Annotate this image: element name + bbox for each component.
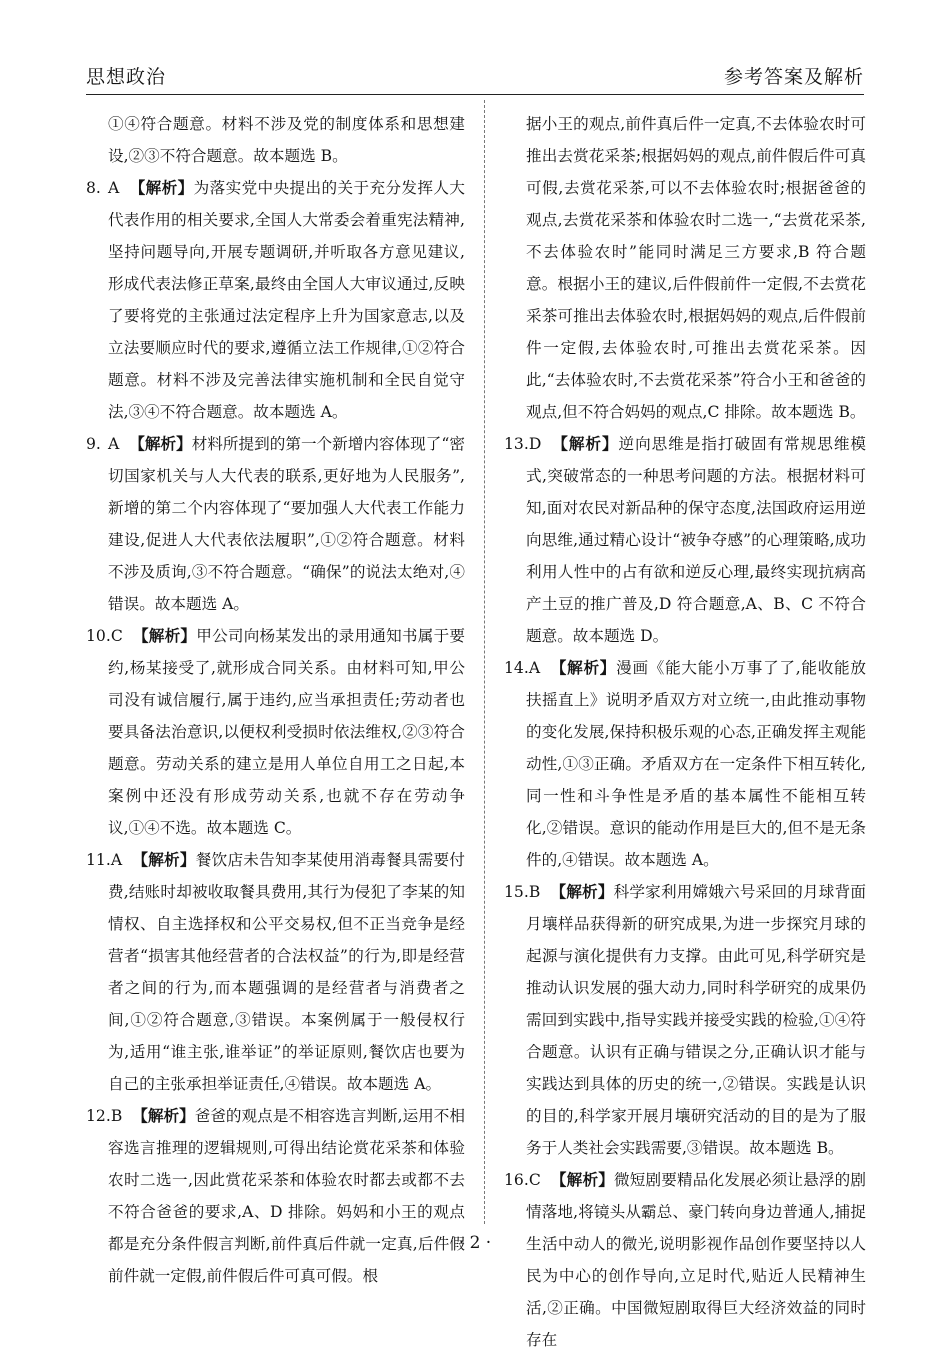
question-answer: B — [528, 883, 541, 901]
analysis-tag: 【解析】 — [550, 659, 617, 677]
page-number: · 2 · — [458, 1233, 492, 1253]
analysis-tag: 【解析】 — [132, 1107, 195, 1125]
right-column — [504, 108, 866, 1356]
question-12 — [86, 1100, 465, 1292]
question-13 — [504, 428, 866, 652]
question-answer: A — [110, 851, 123, 869]
analysis-text: 科学家利用嫦娥六号采回的月球背面月壤样品获得新的研究成果,为进一步探究月球的起源与演化提供有力支撑。由此可见,科学研究是推动认识发展的强大动力,同时科学研究的成果仍需回到实践中,指导实践并接受实践的检验,①④符合题意。认识有正确与错误之分,正确认识才能与实践达到具体的历史的统一,②错误。实践是认识的目的,科学家开展月壤研究活动的目的是为了服务于人类社会实践需要,③错误。故本题选 B。 — [526, 883, 866, 1157]
analysis-tag: 【解析】 — [551, 435, 619, 453]
question-answer: C — [528, 1171, 541, 1189]
question-number: 9. — [86, 435, 101, 453]
header-section-title: 参考答案及解析 — [723, 66, 864, 88]
analysis-text: 爸爸的观点是不相容选言判断,运用不相容选言推理的逻辑规则,可得出结论赏花采茶和体验农时二选一,因此赏花采茶和体验农时都去或都不去不符合爸爸的要求,A、D 排除。妈妈和小王的观点都是充分条件假言判断,前件真后件就一定真,后件假前件就一定假,前件假后件可真可假。根 — [108, 1107, 465, 1285]
question-14 — [504, 652, 866, 876]
question-8 — [86, 172, 465, 428]
question-answer: A — [108, 179, 120, 197]
question-11 — [86, 844, 465, 1100]
question-number: 13. — [504, 435, 529, 453]
question-answer: B — [110, 1107, 123, 1125]
analysis-text: 材料所提到的第一个新增内容体现了“密切国家机关与人大代表的联系,更好地为人民服务”,新增的第二个内容体现了“要加强人大代表工作能力建设,促进人大代表依法履职”,①②符合题意。材料不涉及质询,③不符合题意。“确保”的说法太绝对,④错误。故本题选 A。 — [108, 435, 465, 613]
analysis-text: 漫画《能大能小万事了了,能收能放扶摇直上》说明矛盾双方对立统一,由此推动事物的变化发展,保持积极乐观的心态,正确发挥主观能动性,①③正确。矛盾双方在一定条件下相互转化,同一性和斗争性是矛盾的基本属性不能相互转化,②错误。意识的能动作用是巨大的,但不是无条件的,④错误。故本题选 A。 — [526, 659, 866, 869]
question-answer: C — [110, 627, 123, 645]
question-10 — [86, 620, 465, 844]
question-15 — [504, 876, 866, 1164]
header-rule — [86, 94, 864, 95]
analysis-tag: 【解析】 — [132, 627, 197, 645]
question-number: 8. — [86, 179, 101, 197]
analysis-text: 餐饮店未告知李某使用消毒餐具需要付费,结账时却被收取餐具费用,其行为侵犯了李某的知情权、自主选择权和公平交易权,但不正当竞争是经营者“损害其他经营者的合法权益”的行为,即是经营者之间的行为,而本题强调的是经营者与消费者之间,①②符合题意,③错误。本案例属于一般侵权行为,适用“谁主张,谁举证”的举证原则,餐饮店也要为自己的主张承担举证责任,④错误。故本题选 A。 — [108, 851, 465, 1093]
analysis-text: 甲公司向杨某发出的录用通知书属于要约,杨某接受了,就形成合同关系。由材料可知,甲公司没有诚信履行,属于违约,应当承担责任;劳动者也要具备法治意识,以便权利受损时依法维权,②③符合题意。劳动关系的建立是用人单位自用工之日起,本案例中还没有形成劳动关系,也就不存在劳动争议,①④不选。故本题选 C。 — [108, 627, 465, 837]
question-number: 16. — [504, 1171, 529, 1189]
analysis-text: 逆向思维是指打破固有常规思维模式,突破常态的一种思考问题的方法。根据材料可知,面对农民对新品种的保守态度,法国政府运用逆向思维,通过精心设计“被争夺感”的心理策略,成功利用人性中的占有欲和逆反心理,最终实现抗病高产土豆的推广普及,D 符合题意,A、B、C 不符合题意。故本题选 D。 — [526, 435, 866, 645]
question-9 — [86, 428, 465, 620]
question-answer: A — [108, 435, 120, 453]
question-16 — [504, 1164, 866, 1356]
analysis-text: 为落实党中央提出的关于充分发挥人大代表作用的相关要求,全国人大常委会着重宪法精神,坚持问题导向,开展专题调研,并听取各方意见建议,形成代表法修正草案,最终由全国人大审议通过,反映了要将党的主张通过法定程序上升为国家意志,以及立法要顺应时代的要求,遵循立法工作规律,①②符合题意。材料不涉及完善法律实施机制和全民自觉守法,③④不符合题意。故本题选 A。 — [108, 179, 465, 421]
left-column — [86, 108, 465, 1292]
question-number: 10. — [86, 627, 111, 645]
analysis-tag: 【解析】 — [129, 435, 192, 453]
question-answer: A — [528, 659, 541, 677]
analysis-tag: 【解析】 — [129, 179, 194, 197]
analysis-tag: 【解析】 — [132, 851, 196, 869]
left-column-continuation: ①④符合题意。材料不涉及党的制度体系和思想建设,②③不符合题意。故本题选 B。 — [108, 115, 465, 165]
column-divider — [484, 100, 485, 1224]
right-column-continuation: 据小王的观点,前件真后件一定真,不去体验农时可推出去赏花采茶;根据妈妈的观点,前件假后件可真可假,去赏花采茶,可以不去体验农时;根据爸爸的观点,去赏花采茶和体验农时二选一,“去赏花采茶,不去体验农时”能同时满足三方要求,B 符合题意。根据小王的建议,后件假前件一定假,不去赏花采茶可推出去体验农时,根据妈妈的观点,后件假前件一定假,去体验农时,可推出去赏花采茶。因此,“去体验农时,不去赏花采茶”符合小王和爸爸的观点,但不符合妈妈的观点,C 排除。故本题选 B。 — [526, 115, 866, 421]
question-answer: D — [528, 435, 542, 453]
header-subject: 思想政治 — [86, 66, 167, 88]
analysis-tag: 【解析】 — [550, 1171, 614, 1189]
question-number: 14. — [504, 659, 529, 677]
analysis-tag: 【解析】 — [550, 883, 614, 901]
analysis-text: 微短剧要精品化发展必须让悬浮的剧情落地,将镜头从霸总、豪门转向身边普通人,捕捉生活中动人的微光,说明影视作品创作要坚持以人民为中心的创作导向,立足时代,贴近人民精神生活,②正确。中国微短剧取得巨大经济效益的同时存在 — [526, 1171, 866, 1349]
question-number: 12. — [86, 1107, 111, 1125]
question-number: 11. — [86, 851, 111, 869]
question-number: 15. — [504, 883, 529, 901]
